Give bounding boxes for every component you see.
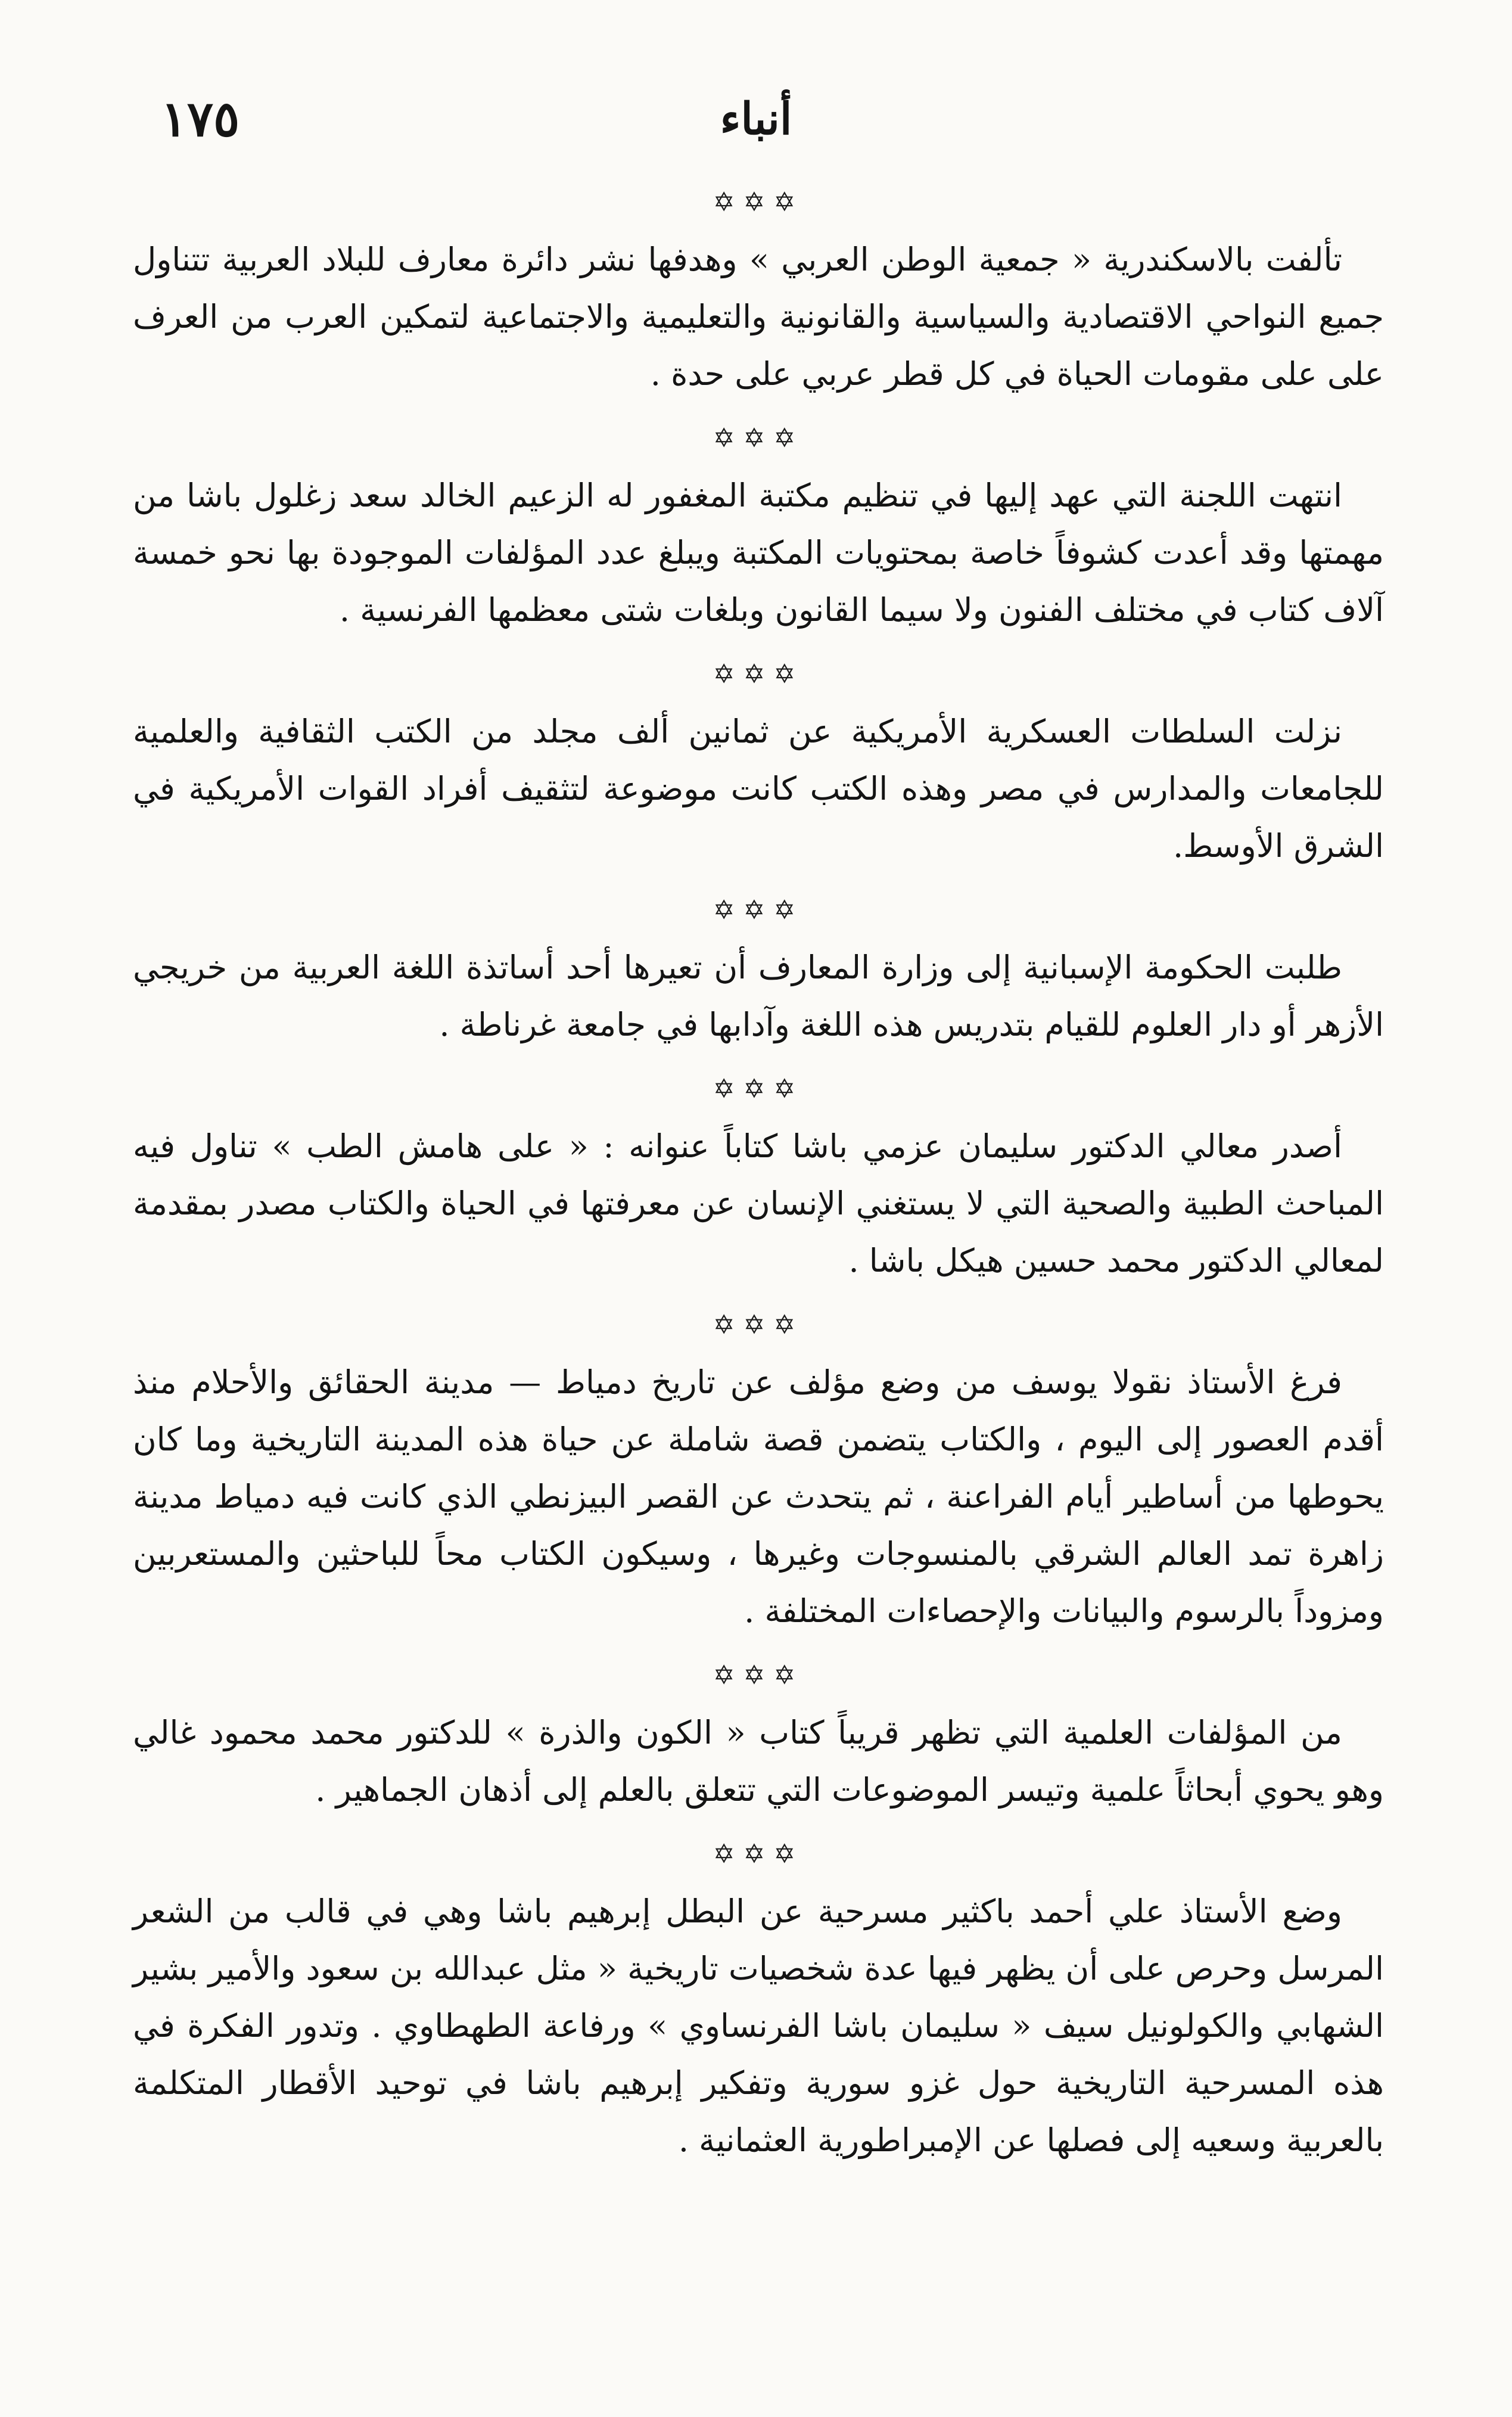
news-item [133,1118,1384,1290]
news-item-text: وضع الأستاذ علي أحمد باكثير مسرحية عن البطل إبرهيم باشا وهي في قالب من الشعر المرسل وحرص على أن يظهر فيها عدة شخصيات تاريخية « مثل عبدالله بن سعود والأمير بشير الشهابي والكولونيل سيف « سليمان باشا الفرنساوي » ورفاعة الطهطاوي . وتدور الفكرة في هذه المسرحية التاريخية حول غزو سورية وتفكير إبرهيم باشا في توحيد الأقطار المتكلمة بالعربية وسعيه إلى فصلها عن الإمبراطورية العثمانية . [133,1893,1384,2159]
running-title: أنباء [720,94,792,145]
star-separator: ✡✡✡ [713,1660,804,1691]
star-separator: ✡✡✡ [713,895,804,925]
news-item [133,703,1384,875]
news-item [133,1354,1384,1640]
news-item-text: فرغ الأستاذ نقولا يوسف من وضع مؤلف عن تاريخ دمياط — مدينة الحقائق والأحلام منذ أقدم العصور إلى اليوم ، والكتاب يتضمن قصة شاملة عن حياة هذه المدينة التاريخية وما كان يحوطها من أساطير أيام الفراعنة ، ثم يتحدث عن القصر البيزنطي الذي كانت فيه دمياط مدينة زاهرة تمد العالم الشرقي بالمنسوجات وغيرها ، وسيكون الكتاب محاً للباحثين والمستعربين ومزوداً بالرسوم والبيانات والإحصاءات المختلفة . [133,1363,1384,1630]
news-column [133,179,1384,2181]
news-item [133,467,1384,639]
news-item-text: تألفت بالاسكندرية « جمعية الوطن العربي » وهدفها نشر دائرة معارف للبلاد العربية تتناول جميع النواحي الاقتصادية والسياسية والقانونية والتعليمية والاجتماعية لتمكين العرب من العرف على على مقومات الحياة في كل قطر عربي على حدة . [133,241,1384,393]
star-separator: ✡✡✡ [713,1310,804,1340]
news-item-text: طلبت الحكومة الإسبانية إلى وزارة المعارف أن تعيرها أحد أساتذة اللغة العربية من خريجي الأزهر أو دار العلوم للقيام بتدريس هذه اللغة وآدابها في جامعة غرناطة . [133,949,1384,1043]
star-separator: ✡✡✡ [713,1839,804,1869]
news-item [133,1883,1384,2169]
page-number: ١٧٥ [161,91,240,148]
news-item [133,939,1384,1054]
news-item-text: نزلت السلطات العسكرية الأمريكية عن ثمانين ألف مجلد من الكتب الثقافية والعلمية للجامعات والمدارس في مصر وهذه الكتب كانت موضوعة لتثقيف أفراد القوات الأمريكية في الشرق الأوسط. [133,713,1384,865]
star-separator: ✡✡✡ [713,659,804,689]
news-item-text: من المؤلفات العلمية التي تظهر قريباً كتاب « الكون والذرة » للدكتور محمد محمود غالي وهو يحوي أبحاثاً علمية وتيسر الموضوعات التي تتعلق بالعلم إلى أذهان الجماهير . [133,1714,1384,1809]
news-item [133,1704,1384,1819]
star-separator: ✡✡✡ [713,1074,804,1104]
page-header [161,83,1351,155]
news-item-text: أصدر معالي الدكتور سليمان عزمي باشا كتاباً عنوانه : « على هامش الطب » تناول فيه المباحث الطبية والصحية التي لا يستغني الإنسان عن معرفتها في الحياة والكتاب مصدر بمقدمة لمعالي الدكتور محمد حسين هيكل باشا . [133,1127,1384,1279]
news-item-text: انتهت اللجنة التي عهد إليها في تنظيم مكتبة المغفور له الزعيم الخالد سعد زغلول باشا من مهمتها وقد أعدت كشوفاً خاصة بمحتويات المكتبة ويبلغ عدد المؤلفات الموجودة بها نحو خمسة آلاف كتاب في مختلف الفنون ولا سيما القانون وبلغات شتى معظمها الفرنسية . [133,477,1384,629]
news-item [133,231,1384,403]
star-separator: ✡✡✡ [713,187,804,218]
star-separator: ✡✡✡ [713,423,804,453]
